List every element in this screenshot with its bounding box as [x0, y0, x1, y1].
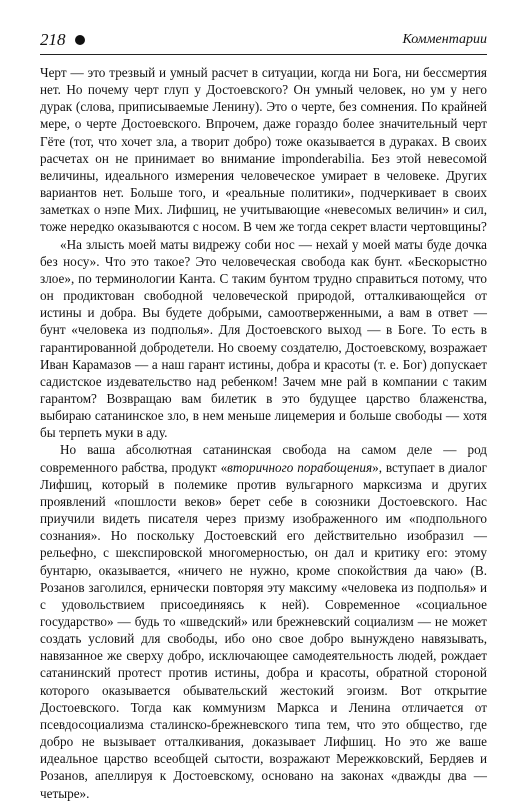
header-rule [40, 54, 487, 55]
page-number: 218 [40, 30, 66, 49]
italic-phrase: вторичного порабощения [227, 459, 373, 475]
section-title: Комментарии [402, 32, 487, 47]
paragraph-1: Черт — это трезвый и умный расчет в ситуации, когда ни Бога, ни бессмертия нет. Но почему черт глуп у Достоевского? Он умный человек, но ум у него дурак (слова, приписываемые Ленину). Это о черте, без сомнения. По крайней мере, о черте Достоевского. Впрочем, даже гораздо более значительный черт Гёте (тот, что хочет зла, а творит добро) тоже оказывается в дураках. В своих расчетах он не принимает во внимание imponderabilia. Без этой невесомой величины, идеального измерения человеческое умирает в человеке. Других вариантов нет. Больше того, и «реальные политики», подчеркивает в своих заметках о нэпе Мих. Лифшиц, не учитывающие «невесомых величин» и сил, тоже нередко оказываются с носом. В чем же тогда секрет власти чертовщины? [40, 65, 487, 235]
running-header [40, 30, 487, 52]
paragraph-3-rest: », вступает в диалог Лифшиц, который в полемике против вульгарного марксизма и других проявлений «пошлости веков» берет себе в союзники Достоевского. Нас приучили видеть писателя через призму изображенного им «подпольного сознания». Но поскольку Достоевский его действительно изобразил — рельефно, с шекспировской многомерностью, он дал и критику его: этому бунтарю, оказывается, «ничего не нужно, кроме спокойствия да чаю» (В. Розанов заголился, ернически повторяя эту максиму «человека из подполья» и с удовольствием присоединяясь к ней). Современное «социальное государство» — будь то «шведский» или брежневский социализм — не может создать условий для свободы, ибо оно свое добро вынуждено навязывать, навязанное же сверху добро, исключающее самодеятельность людей, рождает сатанинский протест против истины, добра и красоты, обратной стороной которого оказывается обывательский жестокий эгоизм. Вот открытие Достоевского. Тогда как коммунизм Маркса и Ленина отличается от псевдосоциализма сталинско-брежневского типа тем, что это общество, где добро не вызывает отталкивания, доказывает Лифшиц. Но это же ваше идеальное царство всеобщей сытости, возражают Мережковский, Бердяев и Розанов, апеллируя к Достоевскому, основано на законах «дважды два — четыре». [40, 459, 487, 801]
bullet-dot-icon [75, 35, 85, 45]
paragraph-3-start: Но ваша абсолютная сатанинская свобода на самом деле — род современного рабства, продукт « [40, 442, 487, 475]
paragraph-2: «На злысть моей маты видрежу соби нос — нехай у моей маты буде дочка без носу». Что это такое? Это человеческая свобода как бунт. «Бескорыстно злое», по терминологии Канта. С таким бунтом трудно справиться потому, что он продиктован свободной человеческой природой, отталкивающейся от истины и добра. Вы будете добрыми, самоотверженными, а вам в ответ — бунт «человека из подполья». Для Достоевского выход — в Боге. То есть в гарантированной добродетели. Но своему создателю, Достоевскому, возражает Иван Карамазов — а наш гарант истины, добра и красоты (т. е. Бог) допускает садистское издевательство над ребенком! Зачем мне рай в компании с таким гарантом? Возвращаю вам билетик в это будущее царство блаженства, выбираю сатанинское зло, в нем меньше лицемерия и больше свободы — хотя бы терпеть муки в аду. [40, 236, 487, 441]
body-text [40, 64, 487, 802]
paragraph-3 [40, 441, 487, 801]
